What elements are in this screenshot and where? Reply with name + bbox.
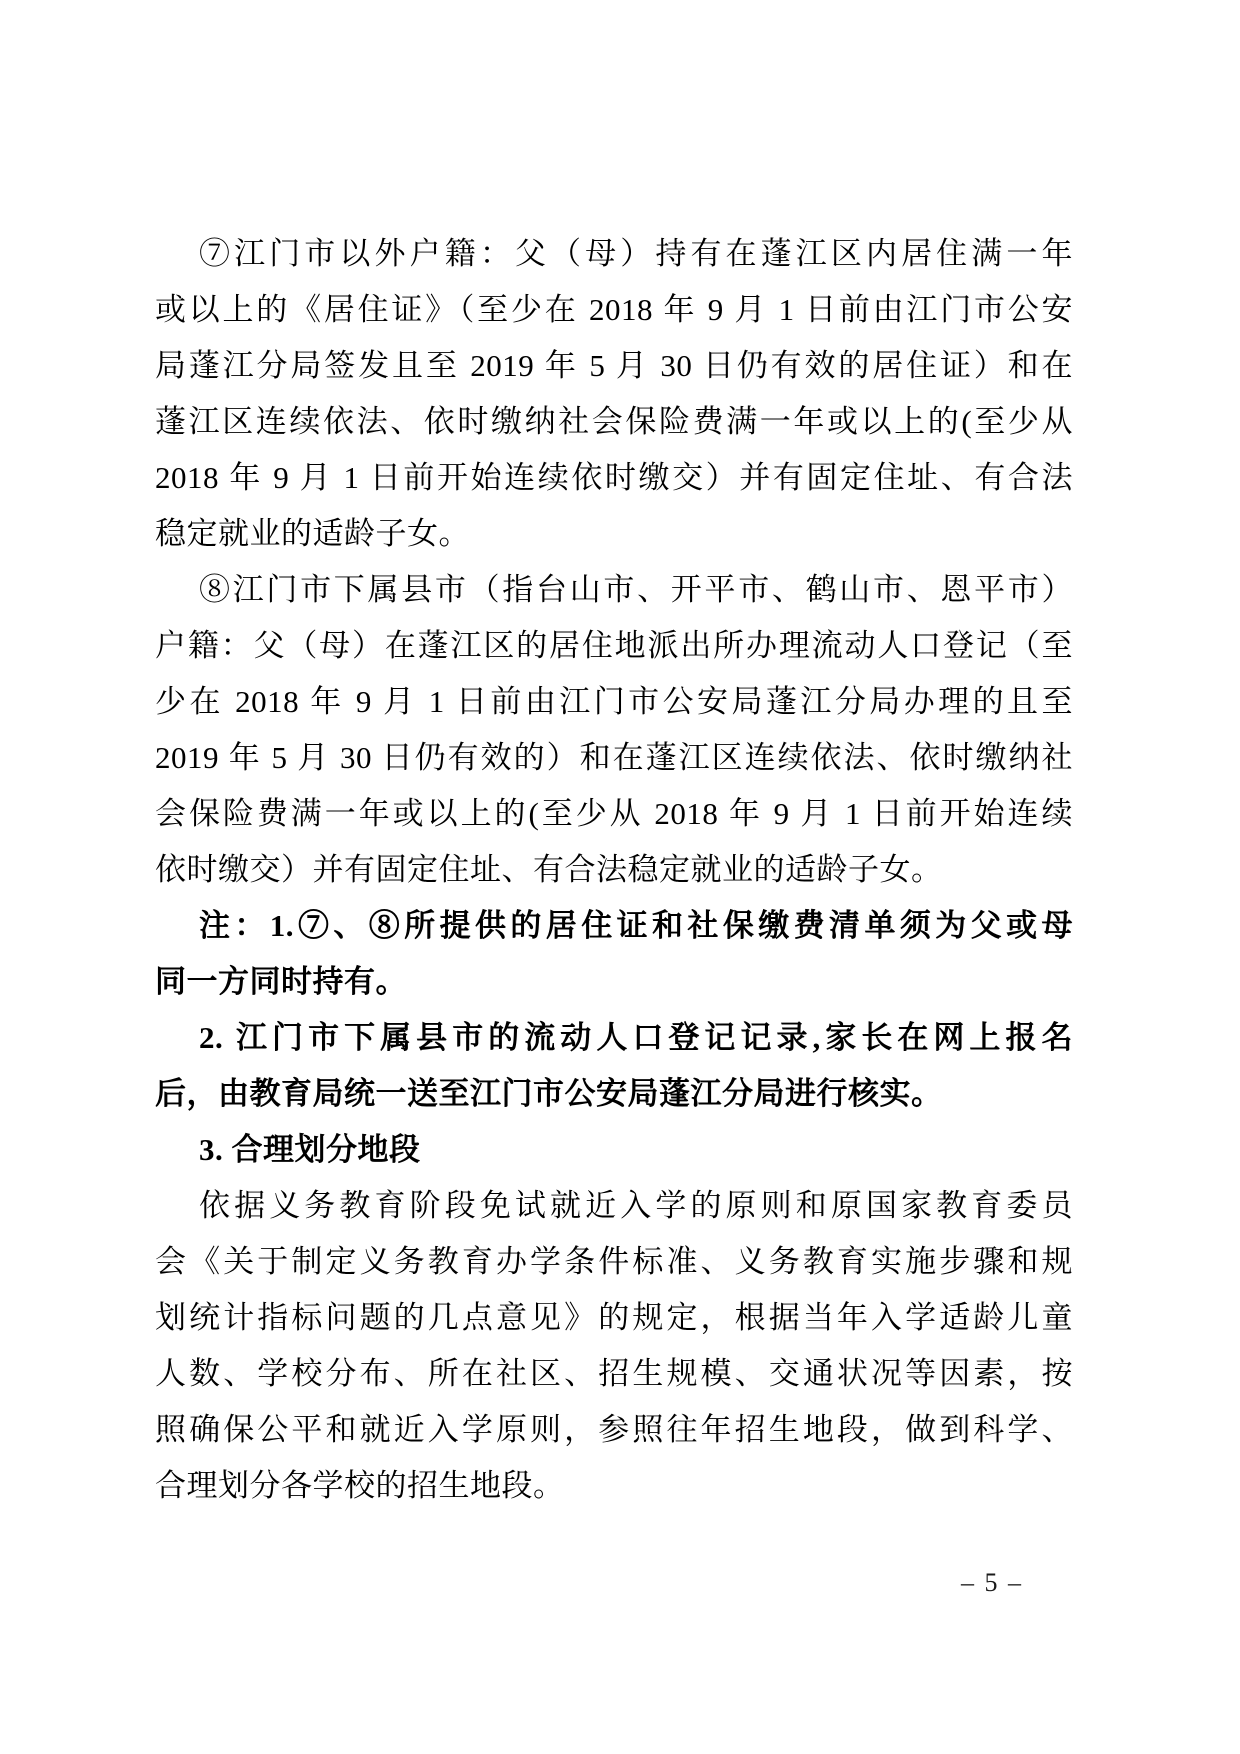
text-line: ⑧江门市下属县市（指台山市、开平市、鹤山市、恩平市）	[199, 572, 1073, 607]
text-line: 或以上的《居住证》（至少在 2018 年 9 月 1 日前由江门市公安	[155, 292, 1073, 327]
text-line: 稳定就业的适龄子女。	[155, 516, 470, 551]
text-line: 少在 2018 年 9 月 1 日前由江门市公安局蓬江分局办理的且至	[155, 684, 1073, 719]
text-line: 依时缴交）并有固定住址、有合法稳定就业的适龄子女。	[155, 852, 943, 887]
text-line: 人数、学校分布、所在社区、招生规模、交通状况等因素，按	[155, 1356, 1073, 1391]
document-body	[155, 226, 1073, 1514]
text-line: 局蓬江分局签发且至 2019 年 5 月 30 日仍有效的居住证）和在	[155, 348, 1073, 383]
text-line: 2. 江门市下属县市的流动人口登记记录,家长在网上报名	[199, 1020, 1073, 1055]
text-line: 会《关于制定义务教育办学条件标准、义务教育实施步骤和规	[155, 1244, 1073, 1279]
text-line: ⑦江门市以外户籍：父（母）持有在蓬江区内居住满一年	[199, 236, 1073, 271]
text-line: 注：1.⑦、⑧所提供的居住证和社保缴费清单须为父或母	[199, 908, 1073, 943]
text-line: 2019 年 5 月 30 日仍有效的）和在蓬江区连续依法、依时缴纳社	[155, 740, 1073, 775]
text-line: 后，由教育局统一送至江门市公安局蓬江分局进行核实。	[155, 1076, 943, 1111]
text-line: 3. 合理划分地段	[199, 1132, 421, 1167]
page-number: – 5 –	[961, 1568, 1023, 1597]
text-line: 依据义务教育阶段免试就近入学的原则和原国家教育委员	[199, 1188, 1073, 1223]
text-line: 户籍：父（母）在蓬江区的居住地派出所办理流动人口登记（至	[155, 628, 1073, 663]
text-line: 合理划分各学校的招生地段。	[155, 1468, 565, 1503]
text-line: 同一方同时持有。	[155, 964, 407, 999]
text-line: 划统计指标问题的几点意见》的规定，根据当年入学适龄儿童	[155, 1300, 1073, 1335]
text-line: 照确保公平和就近入学原则，参照往年招生地段，做到科学、	[155, 1412, 1073, 1447]
text-line: 会保险费满一年或以上的(至少从 2018 年 9 月 1 日前开始连续	[155, 796, 1073, 831]
text-line: 蓬江区连续依法、依时缴纳社会保险费满一年或以上的(至少从	[155, 404, 1073, 439]
text-line: 2018 年 9 月 1 日前开始连续依时缴交）并有固定住址、有合法	[155, 460, 1073, 495]
